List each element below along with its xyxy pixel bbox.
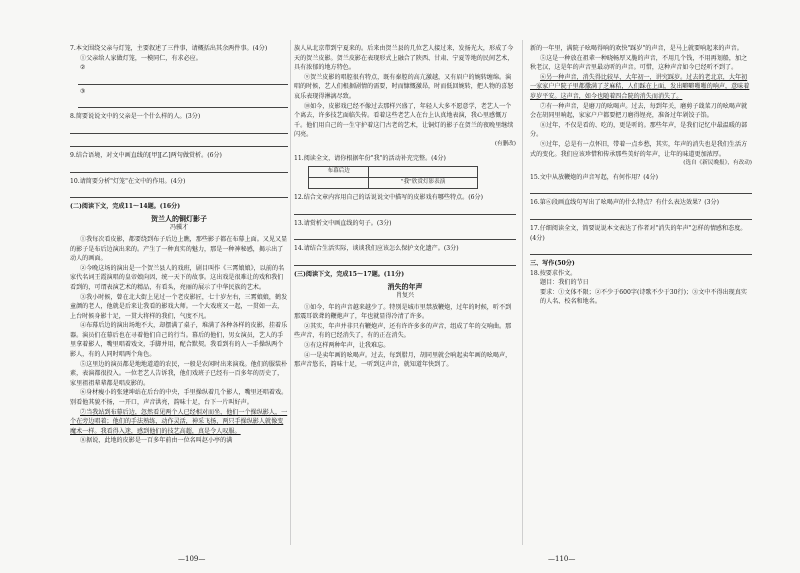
underlined-paragraph: ⑥另一种声音，消失得比较早，大年初一，讲究踩岁。过去的老北京，大年初一家家户户院子里都撒满了芝麻秸，人们踩在上面，发出噼噼啪啪的响声，意味着岁岁平安。这声音，如今也随着四合院的消失而消失了。 xyxy=(530,73,750,100)
answer-line[interactable] xyxy=(530,209,752,220)
question-7: 7.本文围绕父亲与灯笼，主要叙述了三件事，请概括出其余两件事。(4分) xyxy=(70,45,268,52)
left-column xyxy=(70,44,288,551)
question-8: 8.简要说说文中的父亲是一个什么样的人。(3分) xyxy=(70,113,201,121)
table-cell[interactable] xyxy=(369,167,478,178)
table-cell: 布幕后边 xyxy=(309,167,369,178)
paragraph: ⑤这是一种放在祖辈一种晓畅厚又脆的声音，不用几个钱，不用再划船，加之秋老汉，这是年的声音里最动听的声音。可惜，这种声音如今已经听不到了。 xyxy=(530,54,748,72)
paragraph: 新的一年里，满院子吆喝得响的欢快"踩岁"的声音，是马上就要响起来的声音。 xyxy=(530,45,743,52)
paragraph: ⑦有一种声音，是磨刀的吆喝声。过去，每到年关，磨剪子戗菜刀的吆喝声就会在胡同里响起，家家户户都要把刀磨得锃亮，准备过年剁饺子馅。 xyxy=(530,102,748,120)
question-16: 16.第⑥段画直线句写出了吆喝声的什么特点？有什么表达效果？(3分) xyxy=(530,199,719,207)
column-divider xyxy=(522,40,523,545)
article-author: 冯骥才 xyxy=(169,224,188,232)
question-17: 17.仔细阅读全文，简要说说本文表达了作者对"消失的年声"怎样的情感和态度。(4分) xyxy=(530,224,747,242)
essay-requirements: 要求：①文体不限；②不少于600字(诗歌不少于30行)；③文中不得出现真实的人名、校名和地名。 xyxy=(540,288,747,306)
underlined-paragraph: ⑦当我站到布幕后边，忽然看见两个人已经相对而坐，他们一个操纵影人，一个在旁边唱着；他们的手法熟练，动作灵活，神采飞扬，两只手操纵影人就像变魔术一样。我看得入迷，感到他们的技艺高超，真是令人叹服。 xyxy=(70,408,288,435)
answer-line[interactable] xyxy=(70,123,288,134)
paragraph: ⑩如今，皮影戏已经不像过去那样兴盛了，年轻人大多不愿意学，老艺人一个个离去，许多技艺面临失传。看着这些老艺人在台上认真地表演，我心里感慨万千。他们用自己的一生守护着这门古老的艺术，让铜灯的影子在贺兰的夜晚里继续闪亮。 xyxy=(294,102,514,139)
paragraph: ⑥身材瘦小的张建坤站在后台的中央，手里操纵着几个影人，嘴里还唱着戏。别看他其貌不扬，一开口，声音洪亮，韵味十足，台下一片叫好声。 xyxy=(70,389,288,407)
answer-line[interactable] xyxy=(530,183,752,194)
paragraph: ①我每次看皮影，都要绕到布子后边上瞧，那些影子都在布幕上面。又见又显的影子是布后边演出来的。产生了一种真实的魅力，那是一种神秘感，揭示出了动人的画面。 xyxy=(70,235,288,263)
answer-line[interactable] xyxy=(70,187,288,198)
article-author: 肖复兴 xyxy=(395,292,414,300)
paragraph: ②今晚这场的演出是一个贺兰县人的戏班，剧目叫作《三霄娘娘》，以前的名家代名词王霞演唱的皇帝娘向因，统一天下的故事。这出戏是很难让的戏和我们看到的，可谓表演艺术的精品，有看头，亮丽的展示了中华民族的艺术。 xyxy=(70,264,285,291)
question-12: 12.结合文章内容用自己的话说说文中描写的皮影戏有哪些特点。(6分) xyxy=(294,194,483,202)
question-9: 9.结合语境，对文中画直线的[甲][乙]两句做赏析。(6分) xyxy=(70,151,222,159)
article-title: 消失的年声 xyxy=(387,281,423,291)
table-cell[interactable] xyxy=(309,178,369,189)
paragraph: 族人从北京带到宁夏来的。后来由贺兰县的几位艺人接过来，发扬光大，形成了今天的贺兰皮影。贺兰皮影在表现形式上融合了陕西、甘肃、宁夏等地的民间艺术，具有浓郁的地方特色。 xyxy=(294,45,514,72)
answer-line[interactable] xyxy=(78,97,288,108)
table-cell: "我"欣赏灯影表演 xyxy=(369,178,478,189)
q7-item-1: ①父亲给人家做灯笼，一模同仁，有求必应。 xyxy=(80,54,202,62)
answer-line[interactable] xyxy=(70,136,288,147)
paragraph: ②其实，年声并非只有鞭炮声，还有许许多多的声音，组成了年的交响曲。那些声音，有的已经消失了，有的正在消失。 xyxy=(294,322,512,340)
paragraph: ⑨贺兰皮影的唱腔很有特点，既有秦腔的高亢激越，又有眉户的婉转缠绵。演唱的时候，艺人们根据剧情的需要，时而慷慨激昂，时而低回婉转，把人物的喜怒哀乐表现得淋漓尽致。 xyxy=(294,73,514,100)
question-14: 14.请结合生活实际，谈谈我们应该怎么保护文化遗产。(3分) xyxy=(294,245,459,253)
writing-section-heading: 三、写作(50分) xyxy=(530,260,575,268)
right-column xyxy=(530,44,752,551)
middle-column xyxy=(294,44,516,551)
paragraph: ⑨过年，总是有一点怀旧，带着一点乡愁，其实，年声的消失也是我们生活方式的变化。我们应该珍惜和传承那些美好的年声，让年的味道更加浓厚。 xyxy=(530,140,748,158)
answer-line[interactable] xyxy=(294,229,516,240)
page-number: —110— xyxy=(548,555,576,563)
section-3-heading: (三)阅读下文，完成15～17题。(11分) xyxy=(294,270,405,278)
q7-item-2: ② xyxy=(80,64,86,72)
paragraph: ④一是卖年画的吆喝声。过去，每到腊月，胡同里就会响起卖年画的吆喝声，那声音悠长，韵味十足，一听到这声音，就知道年快到了。 xyxy=(294,351,512,369)
paragraph: ③有这样两种年声，让我难忘。 xyxy=(304,342,390,350)
answer-line[interactable] xyxy=(294,204,516,215)
source-note: (选自《新民晚报》，有改动) xyxy=(683,160,752,167)
answer-line[interactable] xyxy=(78,74,288,85)
answer-table xyxy=(308,166,478,189)
question-15: 15.文中从放鞭炮的声音写起，有何作用？(4分) xyxy=(530,173,659,181)
answer-line[interactable] xyxy=(530,244,752,255)
question-18: 18.按要求作文。 xyxy=(530,269,577,277)
q7-item-3: ③ xyxy=(80,87,86,95)
answer-line[interactable] xyxy=(70,162,288,173)
source-note: (有删改) xyxy=(494,140,516,147)
section-2-heading: (二)阅读下文，完成11～14题。(16分) xyxy=(70,203,181,211)
essay-topic: 题目：我们的节日 xyxy=(540,279,589,287)
paragraph: ⑧据说，此地的皮影是一百多年前由一位名叫赵小亭的满 xyxy=(80,437,233,445)
paragraph: ⑤这里边的演员都是地地道道的农民，一般是农闲时出来演戏。他们的服装朴素，表演都很投入。一位老艺人告诉我，他们戏班子已经有一百多年的历史了，家里祖祖辈辈都是唱皮影的。 xyxy=(70,360,288,387)
question-11: 11.阅读全文，请你根据年份"我"的活动补充完整。(4分) xyxy=(294,154,446,162)
article-title: 贺兰人的铜灯影子 xyxy=(151,213,207,223)
paragraph: ①如今，年的声音越来越少了。特别是城市里禁放鞭炮，过年的时候，听不到那震耳欲聋的鞭炮声了，年也就显得冷清了许多。 xyxy=(294,303,512,321)
answer-line[interactable] xyxy=(294,255,516,266)
column-divider xyxy=(290,40,291,545)
paragraph: ④布幕后边的演出场地不大，却摆满了桌子，堆满了各种各样的皮影，挂着乐器。演员们在幕后也在寻着他们自己的行当。幕后的他们，男女演员，艺人的手里拿着影人，嘴里唱着戏文，手脚并用，配合默契。我看到有的人一手操纵两个影人，有的人同时唱两个角色。 xyxy=(70,322,288,359)
question-13: 13.请赏析文中画直线的句子。(3分) xyxy=(294,219,392,227)
paragraph: ③我小时候，曾在北大街上见过一个老皮影匠，七十岁左右，三霄娘娘，鹤发童颜的老人，他就是后来让我看的影戏大师。一个大戏班又一起，一贯如一去，上台时候身影十足，一贯大将样的我们，气度不凡。 xyxy=(70,293,288,320)
paragraph: ⑧过年，不仅是看的、吃的，更是听的。那些年声，是我们记忆中最温暖的部分。 xyxy=(530,121,748,139)
page-number: —109— xyxy=(178,555,206,563)
question-10: 10.请简要分析"灯笼"在文中的作用。(4分) xyxy=(70,177,186,185)
